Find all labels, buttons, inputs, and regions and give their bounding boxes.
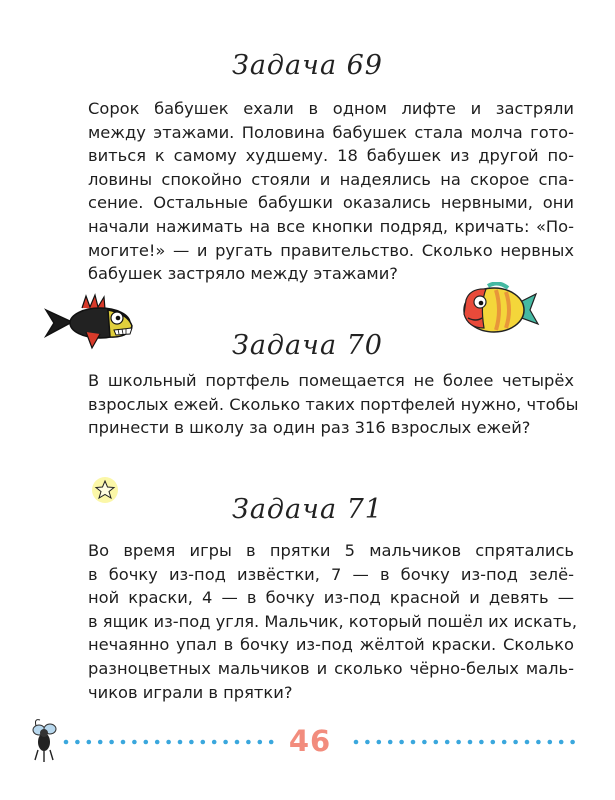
footer-dot [258, 740, 263, 745]
footer-dot [456, 740, 461, 745]
footer-dot [548, 740, 553, 745]
footer-dot [98, 740, 103, 745]
footer-dot [235, 740, 240, 745]
footer-dot [354, 740, 359, 745]
footer-dot [87, 740, 92, 745]
footer-dot [166, 740, 171, 745]
footer-dot [223, 740, 228, 745]
footer-dot [246, 740, 251, 745]
footer-dot [365, 740, 370, 745]
text-line: могите!» — и ругать правительство. Сколько нервных [88, 240, 574, 260]
footer-dot [189, 740, 194, 745]
page-number: 46 [288, 724, 332, 758]
footer-dot [155, 740, 160, 745]
text-line: в ящик из-под угля. Мальчик, который пошёл их искать, [88, 611, 578, 631]
text-line: Во время игры в прятки 5 мальчиков спрятались [88, 541, 574, 560]
footer-dot [434, 740, 439, 745]
text-line: начали нажимать на все кнопки подряд, кричать: «По- [88, 216, 574, 236]
text-line: чиков играли в прятки? [88, 682, 293, 702]
text-line: между этажами. Половина бабушек стала молча гото- [88, 122, 574, 142]
footer-dot [201, 740, 206, 745]
footer-dot [399, 740, 404, 745]
problem-69-title: Задача 69 [232, 50, 383, 81]
footer-dot [132, 740, 137, 745]
bug-icon [30, 716, 60, 764]
text-line: разноцветных мальчиков и сколько чёрно-белых маль- [88, 658, 574, 678]
footer-dot [388, 740, 393, 745]
problem-71-title: Задача 71 [232, 494, 383, 525]
text-line: нечаянно упал в бочку из-под жёлтой краски. Сколько [88, 635, 574, 655]
footer-dot [422, 740, 427, 745]
problem-70-title: Задача 70 [232, 330, 383, 361]
footer-dot [212, 740, 217, 745]
text-line: принести в школу за один раз 316 взрослых ежей? [88, 418, 531, 438]
problem-69-text [88, 97, 574, 286]
footer-dot [64, 740, 69, 745]
problem-71-text [88, 539, 578, 704]
footer-dot [445, 740, 450, 745]
footer-dot [559, 740, 564, 745]
footer-dot [491, 740, 496, 745]
footer-dot [479, 740, 484, 745]
text-line: сение. Остальные бабушки оказались нервными, они [88, 193, 574, 213]
footer-dot [144, 740, 149, 745]
footer-dot [377, 740, 382, 745]
text-line: ловины спокойно стояли и надеялись на скорое спа- [88, 169, 574, 189]
problem-70-text [88, 369, 579, 440]
footer-dot [178, 740, 183, 745]
footer-dot [121, 740, 126, 745]
text-line: в бочку из-под извёстки, 7 — в бочку из-под зелё- [88, 564, 574, 584]
footer-dot [525, 740, 530, 745]
text-line: виться к самому худшему. 18 бабушек из другой по- [88, 146, 574, 166]
text-line: В школьный портфель помещается не более четырёх [88, 371, 574, 390]
footer-dotted-line-left [62, 738, 274, 746]
footer-dot [75, 740, 80, 745]
text-line: взрослых ежей. Сколько таких портфелей нужно, чтобы [88, 394, 579, 414]
footer-dot [109, 740, 114, 745]
footer-dot [468, 740, 473, 745]
footer-dot [411, 740, 416, 745]
text-line: Сорок бабушек ехали в одном лифте и застряли [88, 99, 574, 118]
text-line: бабушек застряло между этажами? [88, 264, 398, 284]
text-line: ной краски, 4 — в бочку из-под красной и девять — [88, 588, 574, 608]
footer-dot [513, 740, 518, 745]
footer-dot [502, 740, 507, 745]
footer-dot [570, 740, 575, 745]
footer-dot [536, 740, 541, 745]
footer-dotted-line-right [352, 738, 576, 746]
